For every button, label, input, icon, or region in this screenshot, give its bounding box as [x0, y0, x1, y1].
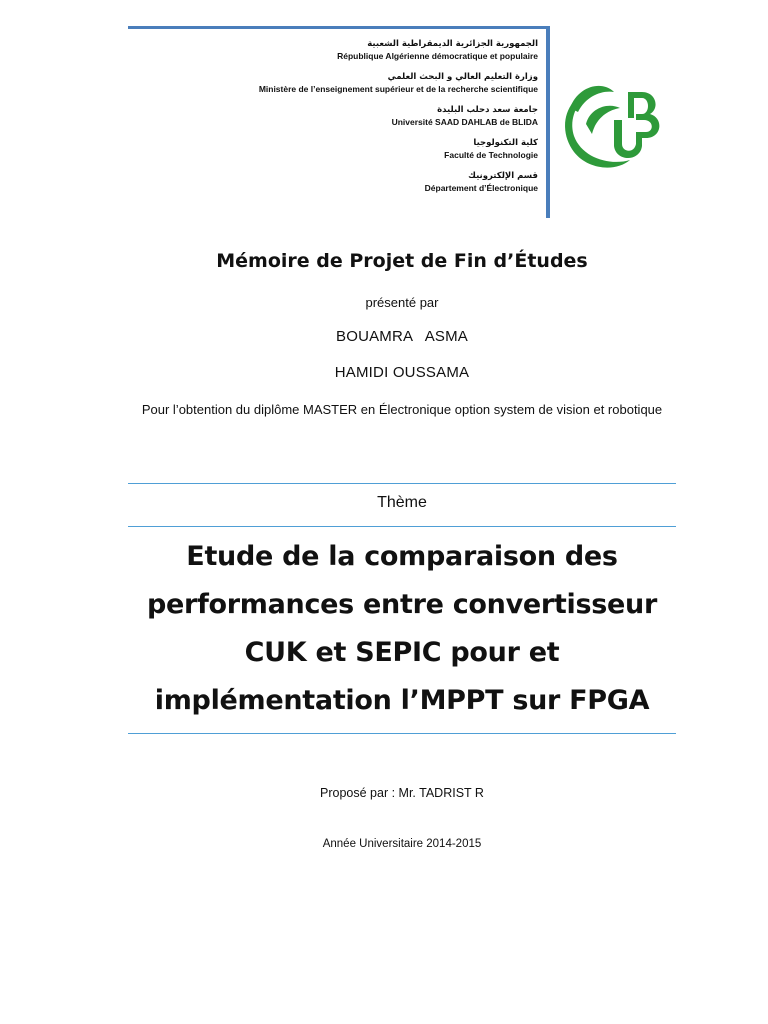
header-arabic-line: الجمهورية الجزائرية الديمقراطية الشعبية [367, 39, 538, 49]
header-arabic-line: كلية التكنولوجيا [473, 138, 538, 148]
author-name: BOUAMRA ASMA [336, 328, 468, 345]
header-french-line: Faculté de Technologie [444, 150, 538, 160]
university-logo-icon [556, 78, 668, 174]
presented-by-label: présenté par [365, 295, 439, 310]
divider-line [128, 733, 676, 734]
header-group-faculty [138, 138, 538, 161]
header-french-line: République Algérienne démocratique et populaire [337, 51, 538, 61]
institution-header [128, 26, 550, 218]
header-french-line: Ministère de l’enseignement supérieur et de la recherche scientifique [258, 84, 538, 94]
header-arabic-line: جامعة سعد دحلب البليدة [437, 105, 538, 115]
header-group-department [138, 171, 538, 194]
header-group-ministry [138, 72, 538, 95]
header-group-republic [138, 39, 538, 62]
author-name: HAMIDI OUSSAMA [334, 364, 470, 381]
header-arabic-line: قسم الإلكترونيك [468, 171, 538, 181]
header-french-line: Département d’Électronique [424, 183, 538, 193]
header-group-university [138, 105, 538, 128]
header-arabic-line: وزارة التعليم العالي و البحث العلمي [387, 72, 538, 82]
divider-line [128, 526, 676, 527]
divider-line [128, 483, 676, 484]
academic-year: Année Universitaire 2014-2015 [322, 838, 482, 850]
theme-label: Thème [377, 494, 427, 511]
institution-lines [138, 39, 538, 204]
supervisor-line: Proposé par : Mr. TADRIST R [320, 786, 484, 800]
header-french-line: Université SAAD DAHLAB de BLIDA [391, 117, 538, 127]
memoire-title: Mémoire de Projet de Fin d’Études [216, 250, 588, 272]
diploma-statement: Pour l’obtention du diplôme MASTER en Électronique option system de vision et robotique [141, 402, 663, 417]
thesis-title: Etude de la comparaison des performances entre convertisseur CUK et SEPIC pour et implémentation l’MPPT sur FPGA [147, 541, 657, 716]
